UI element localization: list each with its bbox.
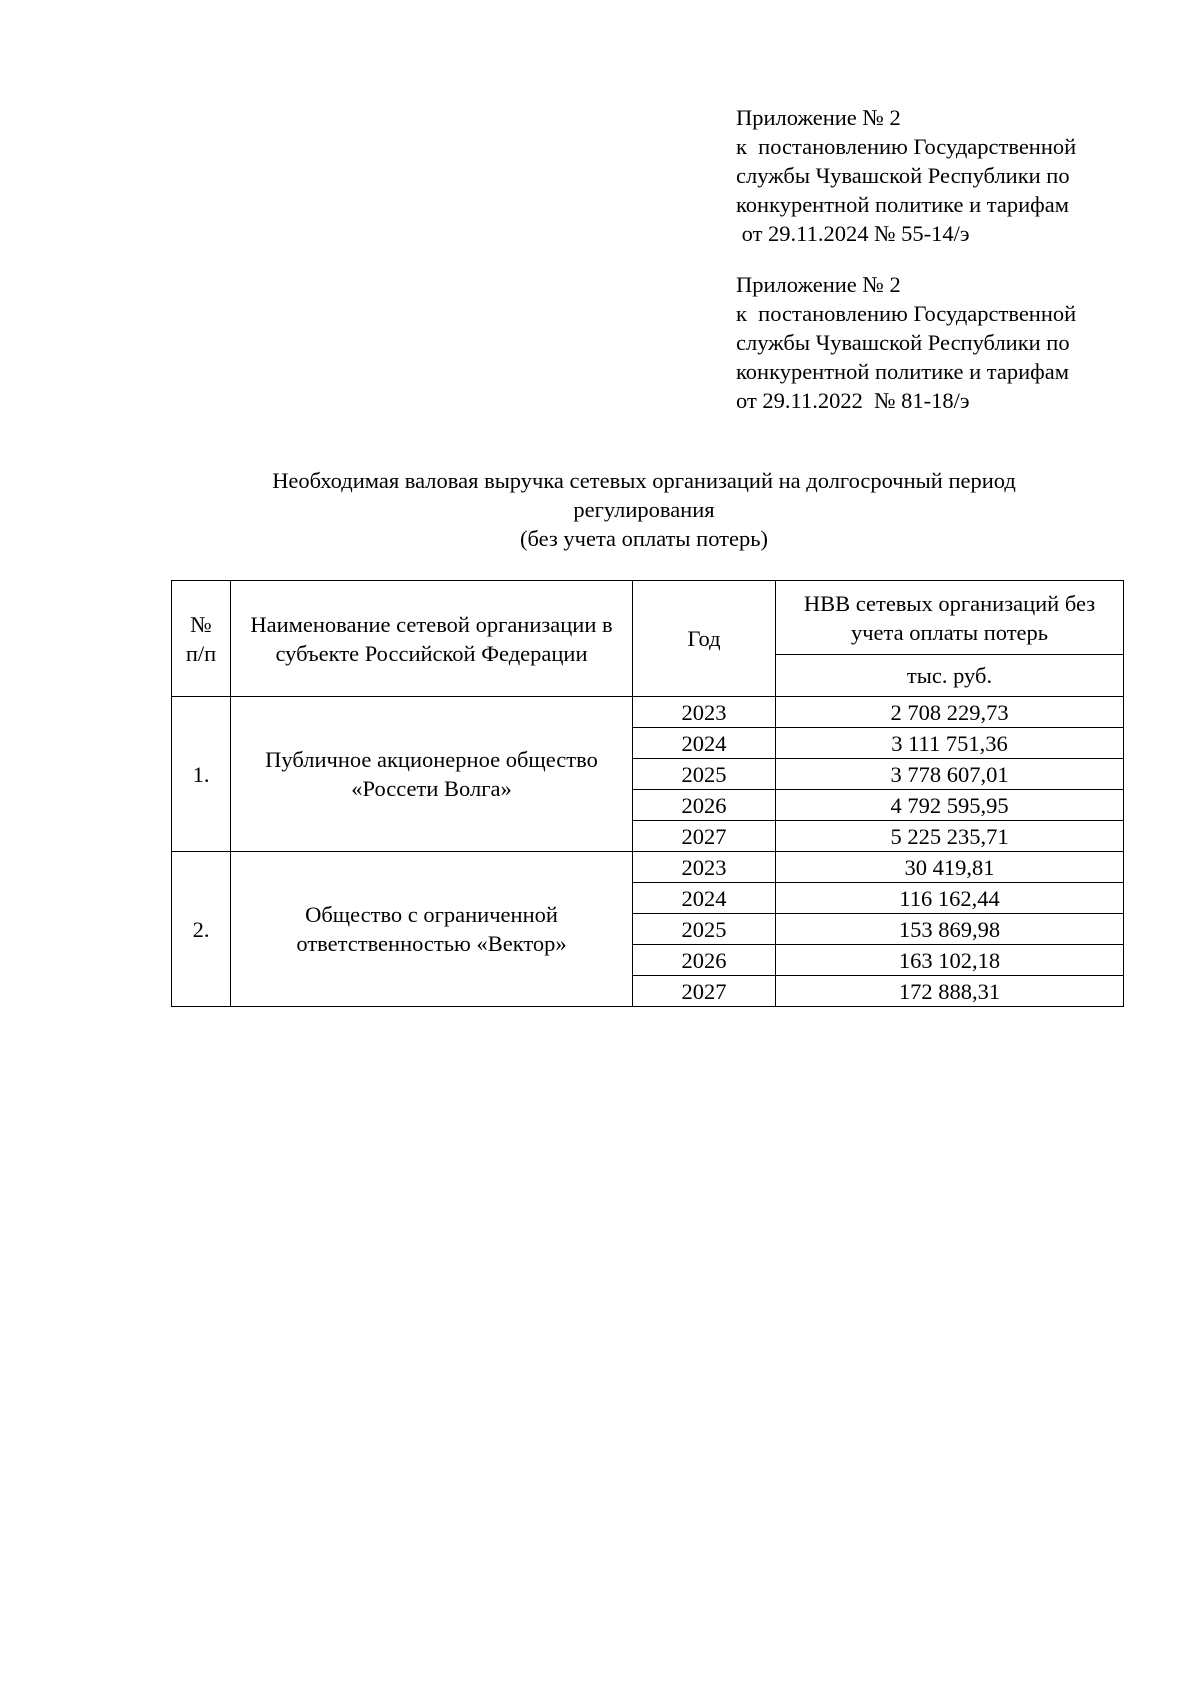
appendix-line: Приложение № 2 <box>736 105 901 130</box>
nvv-table <box>171 580 1124 1007</box>
year-cell: 2027 <box>633 976 776 1007</box>
table-row <box>172 697 1124 728</box>
org-name: Общество с ограниченной ответственностью «Вектор» <box>231 852 633 1007</box>
value-cell: 153 869,98 <box>776 914 1124 945</box>
value-cell: 3 778 607,01 <box>776 759 1124 790</box>
appendix-block-2024 <box>736 103 1166 248</box>
appendix-line: конкурентной политике и тарифам <box>736 359 1069 384</box>
value-cell: 2 708 229,73 <box>776 697 1124 728</box>
title-line: Необходимая валовая выручка сетевых организаций на долгосрочный период <box>272 468 1016 493</box>
year-cell: 2023 <box>633 852 776 883</box>
header-year: Год <box>633 581 776 697</box>
header-nvv: НВВ сетевых организаций без учета оплаты потерь <box>776 581 1124 655</box>
header-unit: тыс. руб. <box>776 655 1124 697</box>
value-cell: 5 225 235,71 <box>776 821 1124 852</box>
header-number: № п/п <box>172 581 231 697</box>
appendix-line: к постановлению Государственной <box>736 134 1077 159</box>
year-cell: 2023 <box>633 697 776 728</box>
value-cell: 116 162,44 <box>776 883 1124 914</box>
header-organization: Наименование сетевой организации в субъекте Российской Федерации <box>231 581 633 697</box>
value-cell: 3 111 751,36 <box>776 728 1124 759</box>
appendix-line: службы Чувашской Республики по <box>736 163 1070 188</box>
appendix-line: от 29.11.2024 № 55-14/э <box>736 221 970 246</box>
org-name: Публичное акционерное общество «Россети Волга» <box>231 697 633 852</box>
appendix-line: конкурентной политике и тарифам <box>736 192 1069 217</box>
appendix-line: службы Чувашской Республики по <box>736 330 1070 355</box>
value-cell: 30 419,81 <box>776 852 1124 883</box>
year-cell: 2025 <box>633 759 776 790</box>
appendix-block-2022 <box>736 270 1166 415</box>
table-row <box>172 852 1124 883</box>
value-cell: 163 102,18 <box>776 945 1124 976</box>
year-cell: 2026 <box>633 945 776 976</box>
appendix-line: от 29.11.2022 № 81-18/э <box>736 388 970 413</box>
title-subtitle: (без учета оплаты потерь) <box>519 526 768 551</box>
appendix-line: Приложение № 2 <box>736 272 901 297</box>
year-cell: 2027 <box>633 821 776 852</box>
value-cell: 172 888,31 <box>776 976 1124 1007</box>
year-cell: 2024 <box>633 728 776 759</box>
year-cell: 2024 <box>633 883 776 914</box>
year-cell: 2026 <box>633 790 776 821</box>
value-cell: 4 792 595,95 <box>776 790 1124 821</box>
year-cell: 2025 <box>633 914 776 945</box>
org-number: 1. <box>172 697 231 852</box>
appendix-line: к постановлению Государственной <box>736 301 1077 326</box>
title-line: регулирования <box>573 497 715 522</box>
document-title <box>170 466 1118 553</box>
org-number: 2. <box>172 852 231 1007</box>
